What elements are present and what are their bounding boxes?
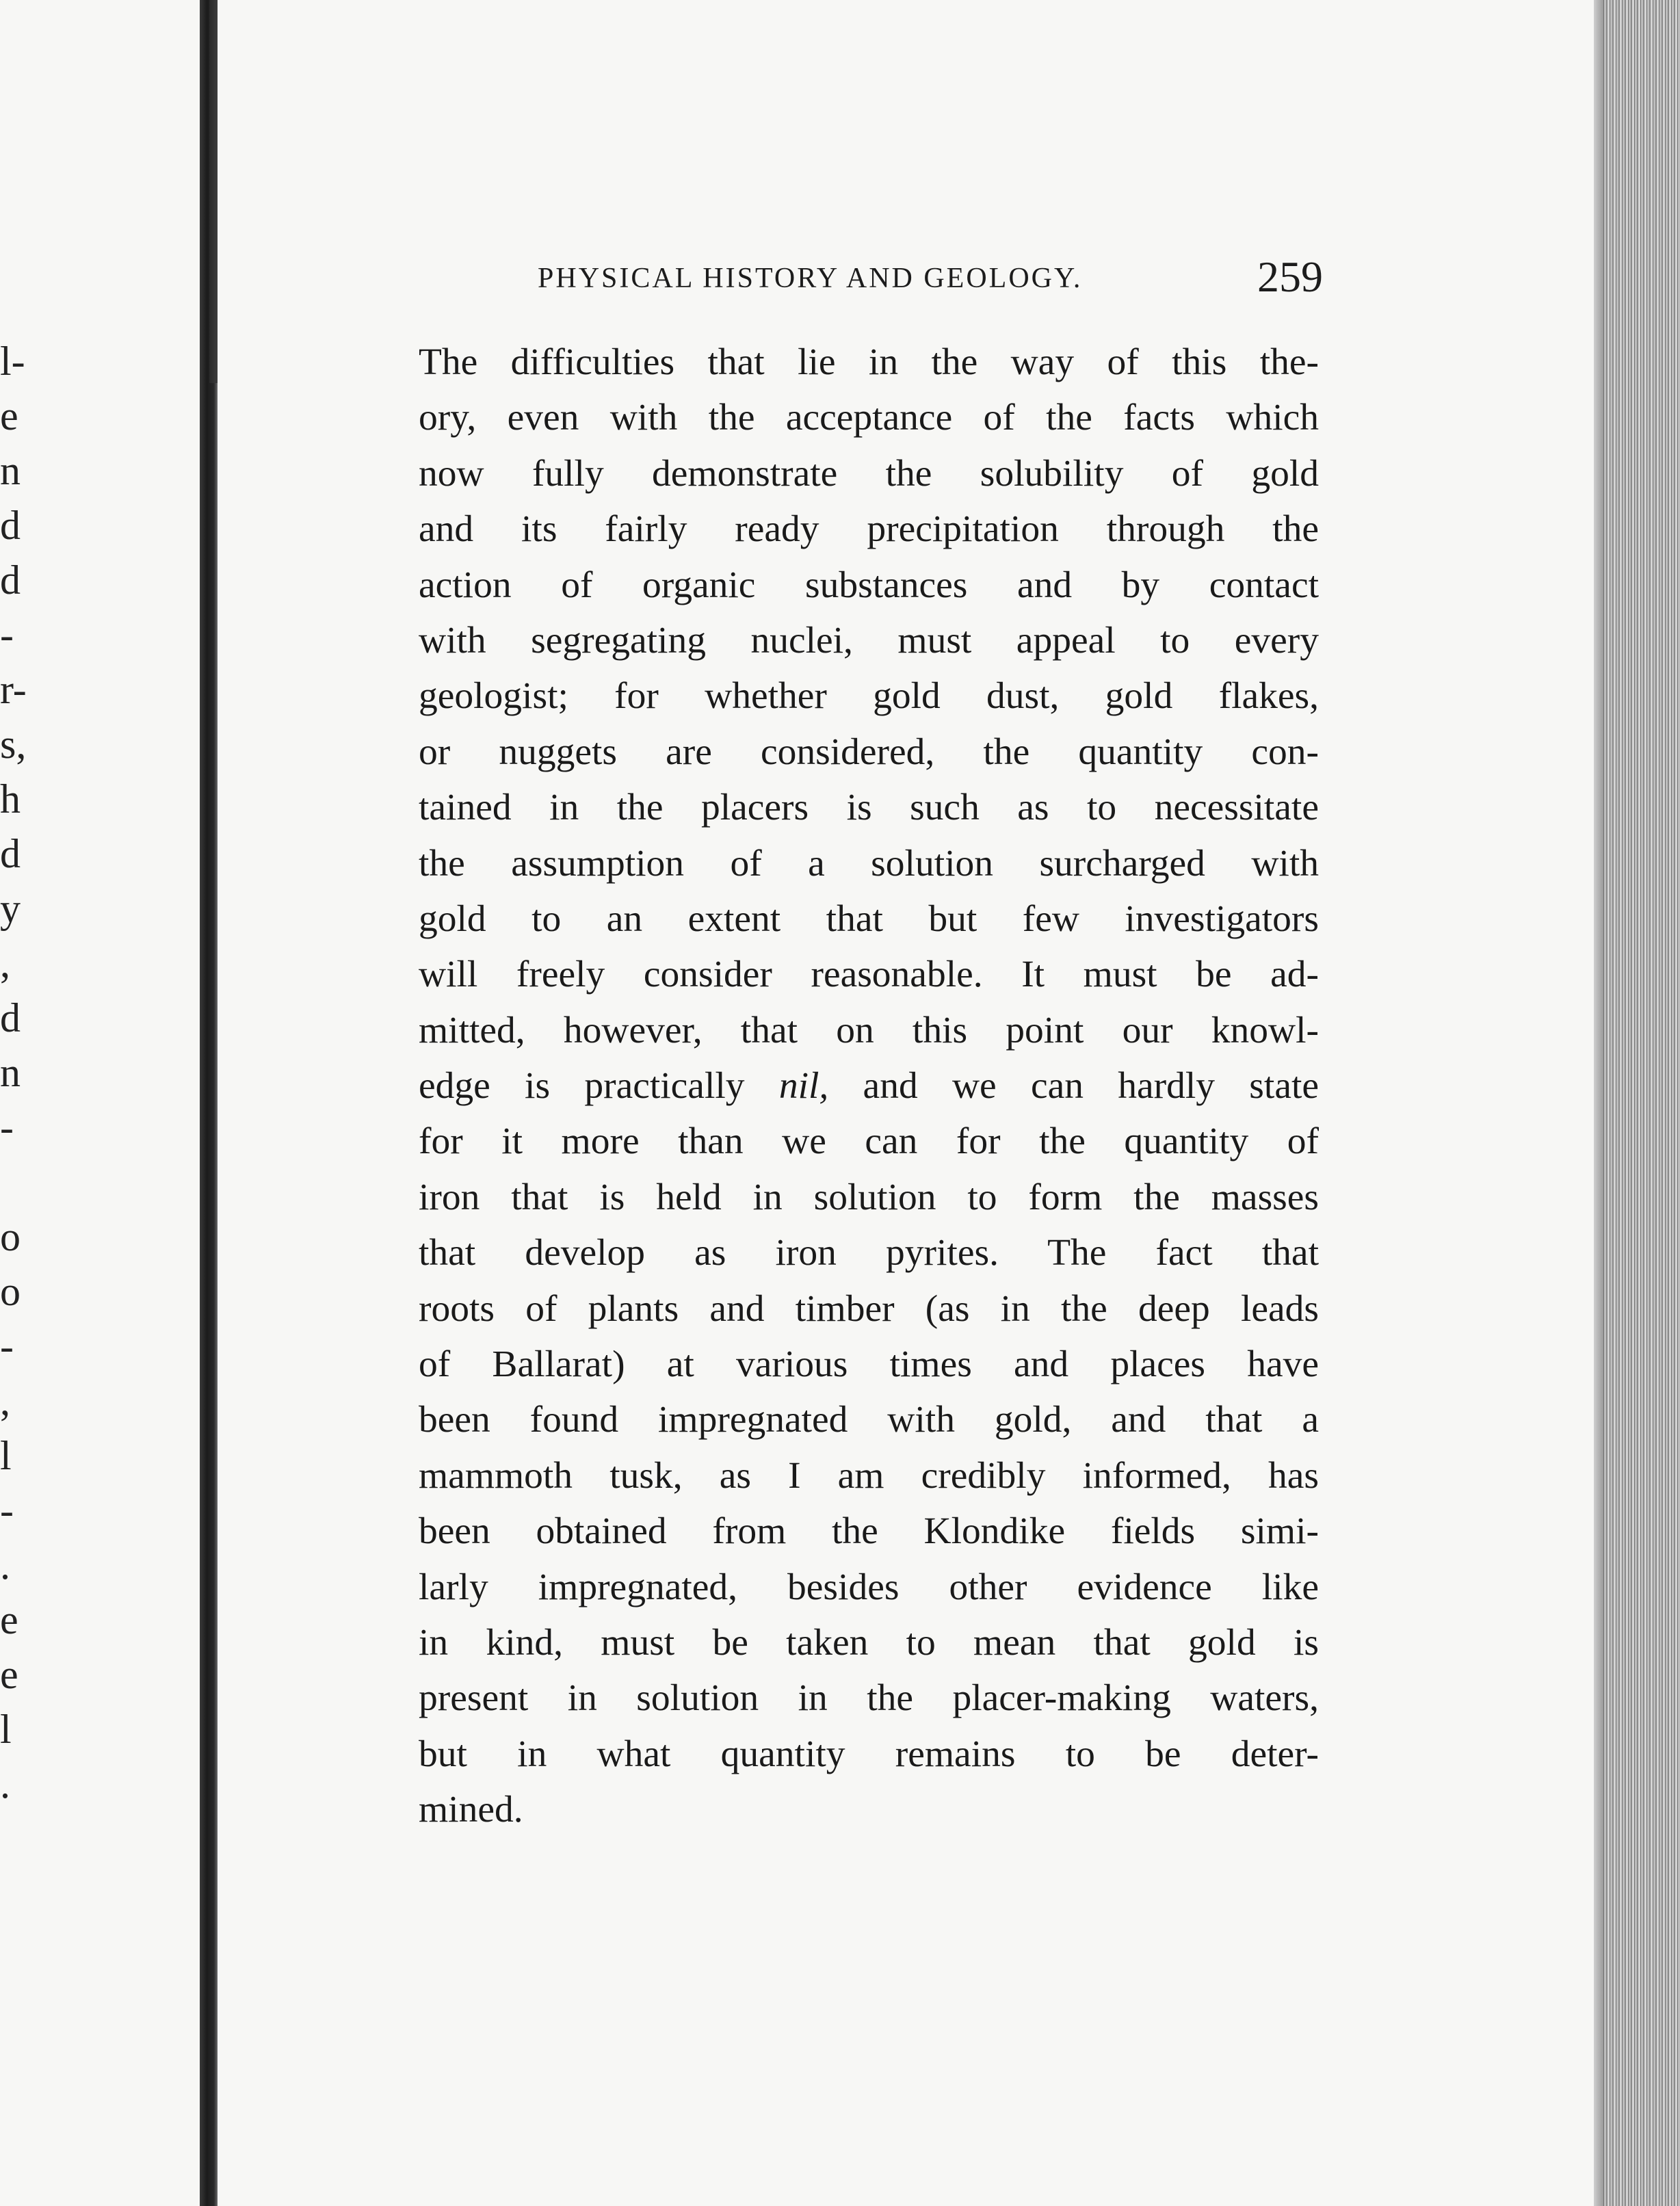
left-fragment: o xyxy=(0,1214,21,1259)
running-head: PHYSICAL HISTORY AND GEOLOGY. xyxy=(538,263,1083,294)
page-number: 259 xyxy=(1257,252,1323,301)
text-line: larly impregnated, besides other evidence like xyxy=(419,1566,1319,1608)
left-fragment: n xyxy=(0,1050,21,1095)
left-fragment: l xyxy=(0,1433,12,1478)
text-line: with segregating nuclei, must appeal to every xyxy=(419,619,1319,661)
left-fragment: - xyxy=(0,1105,14,1150)
text-line: for it more than we can for the quantity of xyxy=(419,1120,1319,1163)
left-fragment: n xyxy=(0,448,21,493)
left-fragment: d xyxy=(0,995,21,1040)
text-line: roots of plants and timber (as in the deep leads xyxy=(419,1287,1319,1330)
left-fragment: l- xyxy=(0,339,25,384)
left-fragment: e xyxy=(0,1597,18,1642)
text-line: action of organic substances and by contact xyxy=(419,564,1319,606)
left-fragment: - xyxy=(0,1488,14,1533)
left-page-text-fragments xyxy=(0,0,200,2206)
left-fragment: e xyxy=(0,393,18,438)
text-line: geologist; for whether gold dust, gold flakes, xyxy=(419,675,1319,718)
left-fragment: o xyxy=(0,1269,21,1314)
left-fragment: d xyxy=(0,503,21,548)
left-fragment: h xyxy=(0,776,21,822)
left-fragment: d xyxy=(0,557,21,603)
text-line: been obtained from the Klondike fields simi- xyxy=(419,1510,1319,1553)
text-line: ory, even with the acceptance of the facts which xyxy=(419,397,1319,439)
text-fragment: and we can hardly state xyxy=(828,1065,1320,1107)
left-facing-page xyxy=(0,0,200,2206)
text-line: now fully demonstrate the solubility of gold xyxy=(419,452,1319,495)
text-line: and its fairly ready precipitation through the xyxy=(419,508,1319,551)
text-line: tained in the placers is such as to necessitate xyxy=(419,787,1319,829)
left-fragment: r- xyxy=(0,667,27,712)
page-stack-edge xyxy=(1594,0,1680,2206)
text-line: will freely consider reasonable. It must be ad- xyxy=(419,954,1319,996)
text-line: gold to an extent that but few investigators xyxy=(419,897,1319,940)
text-line: the assumption of a solution surcharged with xyxy=(419,842,1319,884)
text-line: but in what quantity remains to be deter- xyxy=(419,1733,1319,1775)
text-line: iron that is held in solution to form the masses xyxy=(419,1176,1319,1218)
left-fragment: - xyxy=(0,1324,14,1369)
text-line: mitted, however, that on this point our knowl- xyxy=(419,1009,1319,1051)
left-fragment: l xyxy=(0,1707,12,1752)
text-line: The difficulties that lie in the way of this the- xyxy=(419,341,1319,383)
text-line: that develop as iron pyrites. The fact that xyxy=(419,1232,1319,1274)
page-stack-shadow xyxy=(1594,0,1603,2206)
text-line: mined. xyxy=(419,1789,523,1831)
text-line: in kind, must be taken to mean that gold is xyxy=(419,1621,1319,1664)
left-fragment: - xyxy=(0,612,14,657)
left-fragment: s, xyxy=(0,722,27,767)
left-fragment: , xyxy=(0,941,10,986)
left-fragment: , xyxy=(0,1378,10,1423)
left-fragment: . xyxy=(0,1542,10,1588)
left-fragment: e xyxy=(0,1652,18,1697)
left-fragment: y xyxy=(0,886,21,931)
text-line-with-italic xyxy=(419,1058,1319,1114)
body-paragraph xyxy=(419,334,1319,1838)
text-fragment: edge is practically xyxy=(419,1065,779,1107)
left-fragment: d xyxy=(0,831,21,876)
text-line: present in solution in the placer-making waters, xyxy=(419,1677,1319,1720)
left-fragment: . xyxy=(0,1761,10,1807)
text-line: mammoth tusk, as I am credibly informed, has xyxy=(419,1454,1319,1497)
text-line: been found impregnated with gold, and that a xyxy=(419,1399,1319,1441)
italic-word: nil, xyxy=(778,1065,829,1107)
text-line: of Ballarat) at various times and places have xyxy=(419,1343,1319,1386)
text-line: or nuggets are considered, the quantity con- xyxy=(419,731,1319,773)
